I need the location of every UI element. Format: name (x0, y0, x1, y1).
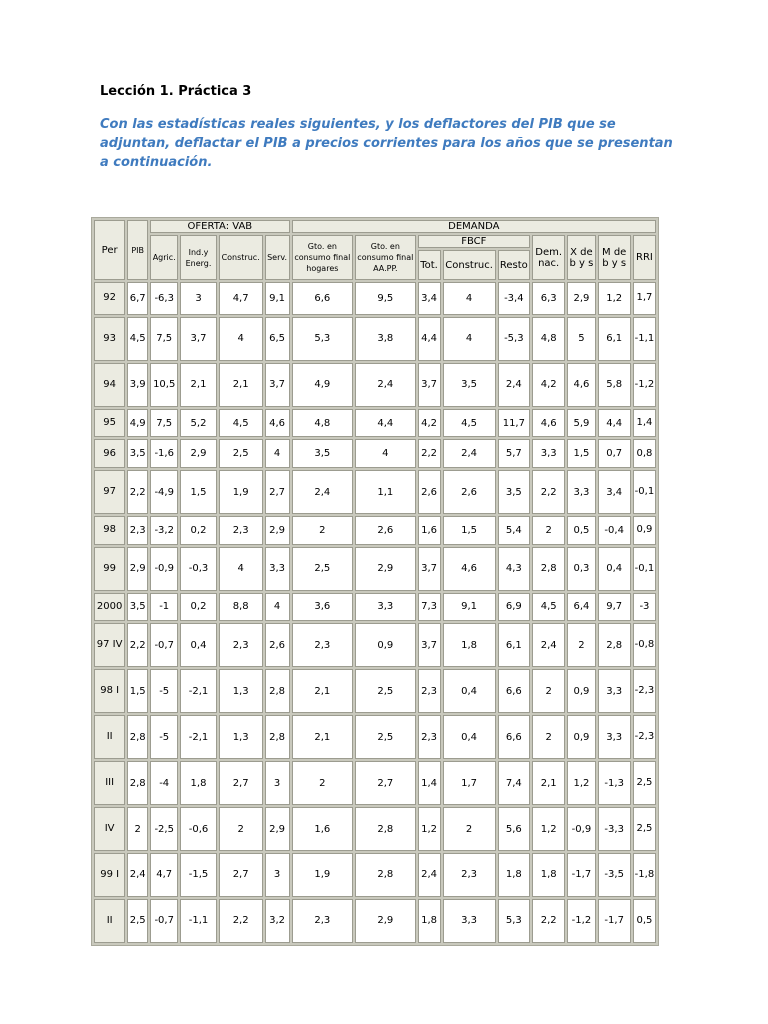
table-row (94, 899, 656, 943)
table-cell: 2,4 (532, 623, 565, 667)
table-cell: 2,4 (355, 363, 415, 407)
table-cell: -0,3 (180, 547, 216, 591)
table-cell: 4,5 (219, 409, 263, 438)
table-cell: 2,5 (355, 715, 415, 759)
page-title: Lección 1. Práctica 3 (100, 84, 252, 99)
table-cell: 3,5 (443, 363, 496, 407)
table-cell: 2 (532, 516, 565, 545)
table-cell: 1,8 (443, 623, 496, 667)
row-period-cell: III (94, 761, 125, 805)
table-cell: 3,4 (418, 282, 441, 315)
row-period-cell: 97 IV (94, 623, 125, 667)
table-cell: 2,9 (355, 547, 415, 591)
col-header-dem-nac: Dem. nac. (532, 235, 565, 280)
table-cell: 2,9 (127, 547, 148, 591)
table-cell: 2,8 (355, 853, 415, 897)
table-cell: 5,9 (567, 409, 595, 438)
table-cell: 6,7 (127, 282, 148, 315)
table-cell: 0,2 (180, 593, 216, 622)
table-cell: 5,2 (180, 409, 216, 438)
table-cell: 2,9 (355, 899, 415, 943)
table-cell: 2,4 (292, 470, 354, 514)
table-cell: 6,3 (532, 282, 565, 315)
table-cell: -5 (150, 715, 178, 759)
table-cell: -0,6 (180, 807, 216, 851)
table-row (94, 761, 656, 805)
table-cell: 2,5 (219, 439, 263, 468)
table-cell: 2,2 (219, 899, 263, 943)
row-period-cell: 96 (94, 439, 125, 468)
row-period-cell: 93 (94, 317, 125, 361)
table-cell: -1,6 (150, 439, 178, 468)
group-header-oferta: OFERTA: VAB (150, 220, 289, 233)
table-cell: 4,2 (418, 409, 441, 438)
table-body (94, 282, 656, 943)
table-cell: -2,1 (180, 669, 216, 713)
col-header-resto: Resto (498, 250, 530, 280)
table-cell: 0,4 (598, 547, 631, 591)
table-cell: 3,3 (598, 669, 631, 713)
table-cell: 1,3 (219, 669, 263, 713)
table-cell: -3 (633, 593, 656, 622)
table-row (94, 669, 656, 713)
table-cell: 2,3 (443, 853, 496, 897)
table-cell: -4 (150, 761, 178, 805)
table-cell: 5,8 (598, 363, 631, 407)
table-cell: -4,9 (150, 470, 178, 514)
group-header-demanda: DEMANDA (292, 220, 656, 233)
table-cell: 4,4 (418, 317, 441, 361)
table-cell: 4,7 (219, 282, 263, 315)
table-cell: 6,6 (498, 715, 530, 759)
table-cell: 7,5 (150, 317, 178, 361)
table-cell: 5,7 (498, 439, 530, 468)
table-cell: -1,2 (633, 363, 656, 407)
table-cell: -1 (150, 593, 178, 622)
table-cell: -0,1 (633, 470, 656, 514)
table-cell: 9,7 (598, 593, 631, 622)
table-cell: -0,8 (633, 623, 656, 667)
table-cell: 3,6 (292, 593, 354, 622)
table-cell: 3,3 (443, 899, 496, 943)
table-cell: 6,1 (498, 623, 530, 667)
table-row (94, 317, 656, 361)
table-cell: -0,4 (598, 516, 631, 545)
table-cell: 0,4 (180, 623, 216, 667)
table-cell: 2,7 (265, 470, 290, 514)
table-cell: 2,3 (127, 516, 148, 545)
table-cell: 3,8 (355, 317, 415, 361)
table-cell: 4 (443, 317, 496, 361)
table-cell: 11,7 (498, 409, 530, 438)
table-cell: 2,5 (127, 899, 148, 943)
table-cell: 10,5 (150, 363, 178, 407)
table-cell: 2,1 (292, 715, 354, 759)
table-cell: 3,3 (598, 715, 631, 759)
col-header-serv: Serv. (265, 235, 290, 280)
table-cell: 2,1 (219, 363, 263, 407)
table-cell: 2,3 (292, 623, 354, 667)
table-cell: -1,3 (598, 761, 631, 805)
table-cell: 4,3 (498, 547, 530, 591)
table-cell: -2,3 (633, 715, 656, 759)
table-cell: -6,3 (150, 282, 178, 315)
col-header-m: M de b y s (598, 235, 631, 280)
table-cell: 3 (265, 761, 290, 805)
table-cell: 3,7 (180, 317, 216, 361)
row-period-cell: IV (94, 807, 125, 851)
table-cell: 2,2 (127, 623, 148, 667)
table-cell: 2,8 (265, 669, 290, 713)
table-cell: 0,9 (355, 623, 415, 667)
table-cell: 4,6 (443, 547, 496, 591)
col-header-agric: Agric. (150, 235, 178, 280)
table-cell: 5,3 (498, 899, 530, 943)
row-period-cell: 94 (94, 363, 125, 407)
row-period-cell: 98 (94, 516, 125, 545)
table-cell: -1,7 (598, 899, 631, 943)
table-cell: 1,4 (633, 409, 656, 438)
table-cell: 0,3 (567, 547, 595, 591)
col-header-fbcf-construc: Construc. (443, 250, 496, 280)
table-cell: 2,3 (219, 623, 263, 667)
table-cell: -0,7 (150, 623, 178, 667)
row-period-cell: 95 (94, 409, 125, 438)
table-cell: 7,3 (418, 593, 441, 622)
table-cell: 4 (219, 317, 263, 361)
table-cell: 4,8 (292, 409, 354, 438)
table-cell: 2,8 (532, 547, 565, 591)
table-cell: 1,1 (355, 470, 415, 514)
table-cell: -5 (150, 669, 178, 713)
table-cell: 2 (219, 807, 263, 851)
table-cell: 2,5 (292, 547, 354, 591)
table-row (94, 623, 656, 667)
table-cell: 0,9 (567, 715, 595, 759)
table-row (94, 715, 656, 759)
table-cell: -1,2 (567, 899, 595, 943)
table-cell: 4,4 (598, 409, 631, 438)
table-cell: 2,8 (127, 715, 148, 759)
table-cell: 3,3 (567, 470, 595, 514)
row-period-cell: 99 I (94, 853, 125, 897)
table-cell: 1,7 (633, 282, 656, 315)
table-cell: 3,3 (355, 593, 415, 622)
row-period-cell: 2000 (94, 593, 125, 622)
table-cell: 5,3 (292, 317, 354, 361)
table-cell: 1,8 (532, 853, 565, 897)
table-cell: 4 (219, 547, 263, 591)
table-cell: 2,8 (355, 807, 415, 851)
table-row (94, 409, 656, 438)
row-period-cell: 98 I (94, 669, 125, 713)
table-cell: 9,1 (265, 282, 290, 315)
table-cell: 2,5 (633, 807, 656, 851)
table-cell: 5 (567, 317, 595, 361)
table-cell: 0,5 (567, 516, 595, 545)
table-cell: -0,9 (150, 547, 178, 591)
table-cell: 4 (443, 282, 496, 315)
table-cell: 2,9 (567, 282, 595, 315)
table-cell: 2,3 (418, 669, 441, 713)
data-table-container (91, 217, 659, 946)
col-header-per: Per (94, 220, 125, 280)
instructions-text: Con las estadísticas reales siguientes, y los deflactores del PIB que se adjuntan, deflactar el PIB a precios corrientes para los años que se presentan a continuación. (100, 117, 673, 170)
table-cell: -1,5 (180, 853, 216, 897)
table-cell: 0,2 (180, 516, 216, 545)
table-cell: 3 (180, 282, 216, 315)
table-cell: 3,5 (498, 470, 530, 514)
row-period-cell: II (94, 715, 125, 759)
table-cell: 2,9 (265, 807, 290, 851)
table-cell: 2,8 (127, 761, 148, 805)
col-header-gto-hogares: Gto. en consumo final hogares (292, 235, 354, 280)
table-cell: 3,9 (127, 363, 148, 407)
row-period-cell: 99 (94, 547, 125, 591)
table-cell: 4 (265, 593, 290, 622)
table-cell: 2,1 (292, 669, 354, 713)
table-cell: 0,4 (443, 669, 496, 713)
table-cell: 2,6 (355, 516, 415, 545)
table-cell: 1,6 (292, 807, 354, 851)
table-cell: -0,1 (633, 547, 656, 591)
table-row (94, 807, 656, 851)
table-row (94, 470, 656, 514)
table-cell: 4,6 (567, 363, 595, 407)
table-cell: 2,8 (265, 715, 290, 759)
col-header-rri: RRI (633, 235, 656, 280)
table-cell: 1,5 (567, 439, 595, 468)
table-cell: 2,3 (418, 715, 441, 759)
table-cell: 6,6 (292, 282, 354, 315)
table-cell: 3,7 (418, 623, 441, 667)
table-cell: 4,9 (292, 363, 354, 407)
table-cell: 2 (532, 669, 565, 713)
table-cell: 2,6 (418, 470, 441, 514)
table-cell: 1,7 (443, 761, 496, 805)
table-cell: 1,5 (180, 470, 216, 514)
table-cell: 1,2 (418, 807, 441, 851)
table-cell: 2,9 (180, 439, 216, 468)
table-cell: 4,5 (127, 317, 148, 361)
table-cell: 4,6 (532, 409, 565, 438)
table-cell: 2 (532, 715, 565, 759)
table-cell: 3,7 (265, 363, 290, 407)
table-cell: 0,8 (633, 439, 656, 468)
table-cell: 4,8 (532, 317, 565, 361)
col-header-tot: Tot. (418, 250, 441, 280)
table-cell: 1,8 (418, 899, 441, 943)
table-cell: 3,7 (418, 363, 441, 407)
table-cell: 2,5 (633, 761, 656, 805)
table-cell: 2,4 (443, 439, 496, 468)
table-cell: 2 (292, 761, 354, 805)
table-cell: 2,1 (532, 761, 565, 805)
table-cell: 5,4 (498, 516, 530, 545)
table-cell: 2,2 (532, 899, 565, 943)
table-cell: 0,9 (633, 516, 656, 545)
table-cell: 7,4 (498, 761, 530, 805)
table-cell: 4,4 (355, 409, 415, 438)
table-cell: 2,8 (598, 623, 631, 667)
table-cell: 5,6 (498, 807, 530, 851)
table-cell: 1,2 (532, 807, 565, 851)
table-row (94, 853, 656, 897)
table-cell: 6,6 (498, 669, 530, 713)
col-header-construc: Construc. (219, 235, 263, 280)
table-cell: 2 (127, 807, 148, 851)
table-cell: -1,1 (180, 899, 216, 943)
table-cell: -0,7 (150, 899, 178, 943)
table-cell: 2,5 (355, 669, 415, 713)
table-cell: 6,1 (598, 317, 631, 361)
table-cell: 3,5 (127, 439, 148, 468)
table-cell: -1,1 (633, 317, 656, 361)
table-cell: 4 (265, 439, 290, 468)
table-cell: 3,5 (127, 593, 148, 622)
table-cell: 2,7 (219, 853, 263, 897)
table-cell: 6,4 (567, 593, 595, 622)
table-cell: 1,8 (498, 853, 530, 897)
table-cell: 0,9 (567, 669, 595, 713)
table-cell: 3,3 (532, 439, 565, 468)
table-cell: 2,1 (180, 363, 216, 407)
table-cell: 1,5 (127, 669, 148, 713)
table-cell: 4,2 (532, 363, 565, 407)
col-header-gto-aapp: Gto. en consumo final AA.PP. (355, 235, 415, 280)
table-cell: 8,8 (219, 593, 263, 622)
table-cell: 4,6 (265, 409, 290, 438)
col-header-pib: PIB (127, 220, 148, 280)
table-cell: 0,5 (633, 899, 656, 943)
table-cell: 2,6 (443, 470, 496, 514)
table-cell: 2 (292, 516, 354, 545)
table-cell: -3,4 (498, 282, 530, 315)
table-row (94, 363, 656, 407)
table-cell: 2,2 (127, 470, 148, 514)
table-cell: 2,4 (498, 363, 530, 407)
table-cell: -3,3 (598, 807, 631, 851)
table-cell: 2,6 (265, 623, 290, 667)
table-cell: 2,4 (418, 853, 441, 897)
table-cell: 2,9 (265, 516, 290, 545)
col-header-x: X de b y s (567, 235, 595, 280)
table-cell: 0,4 (443, 715, 496, 759)
table-cell: 2,7 (219, 761, 263, 805)
table-cell: 3,3 (265, 547, 290, 591)
table-cell: 4,5 (443, 409, 496, 438)
table-cell: 1,6 (418, 516, 441, 545)
table-cell: 3,4 (598, 470, 631, 514)
table-cell: 3,2 (265, 899, 290, 943)
table-cell: -3,2 (150, 516, 178, 545)
row-period-cell: 92 (94, 282, 125, 315)
table-row (94, 439, 656, 468)
row-period-cell: II (94, 899, 125, 943)
col-header-ind: Ind.y Energ. (180, 235, 216, 280)
group-header-fbcf: FBCF (418, 235, 530, 248)
table-cell: -2,1 (180, 715, 216, 759)
table-cell: -1,8 (633, 853, 656, 897)
table-cell: 4,9 (127, 409, 148, 438)
table-cell: 2,3 (219, 516, 263, 545)
table-row (94, 516, 656, 545)
table-cell: -3,5 (598, 853, 631, 897)
table-cell: 1,4 (418, 761, 441, 805)
table-cell: 2,4 (127, 853, 148, 897)
table-cell: -5,3 (498, 317, 530, 361)
table-row (94, 282, 656, 315)
table-cell: 1,2 (567, 761, 595, 805)
table-cell: 9,5 (355, 282, 415, 315)
row-period-cell: 97 (94, 470, 125, 514)
table-cell: 4 (355, 439, 415, 468)
table-cell: 2,7 (355, 761, 415, 805)
table-cell: 6,9 (498, 593, 530, 622)
table-cell: 1,9 (292, 853, 354, 897)
table-cell: -2,3 (633, 669, 656, 713)
table-cell: 1,5 (443, 516, 496, 545)
table-cell: -0,9 (567, 807, 595, 851)
table-cell: 4,5 (532, 593, 565, 622)
table-cell: 3,7 (418, 547, 441, 591)
table-cell: 7,5 (150, 409, 178, 438)
table-cell: -1,7 (567, 853, 595, 897)
table-cell: 1,3 (219, 715, 263, 759)
data-table (92, 218, 658, 945)
table-cell: 9,1 (443, 593, 496, 622)
table-cell: 2,2 (532, 470, 565, 514)
table-cell: 1,8 (180, 761, 216, 805)
table-cell: 6,5 (265, 317, 290, 361)
table-row (94, 593, 656, 622)
table-cell: 2,2 (418, 439, 441, 468)
table-cell: 4,7 (150, 853, 178, 897)
table-cell: 3 (265, 853, 290, 897)
table-cell: 2 (567, 623, 595, 667)
table-cell: -2,5 (150, 807, 178, 851)
table-cell: 1,2 (598, 282, 631, 315)
table-cell: 2 (443, 807, 496, 851)
table-cell: 0,7 (598, 439, 631, 468)
table-row (94, 547, 656, 591)
table-cell: 1,9 (219, 470, 263, 514)
table-cell: 3,5 (292, 439, 354, 468)
table-cell: 2,3 (292, 899, 354, 943)
